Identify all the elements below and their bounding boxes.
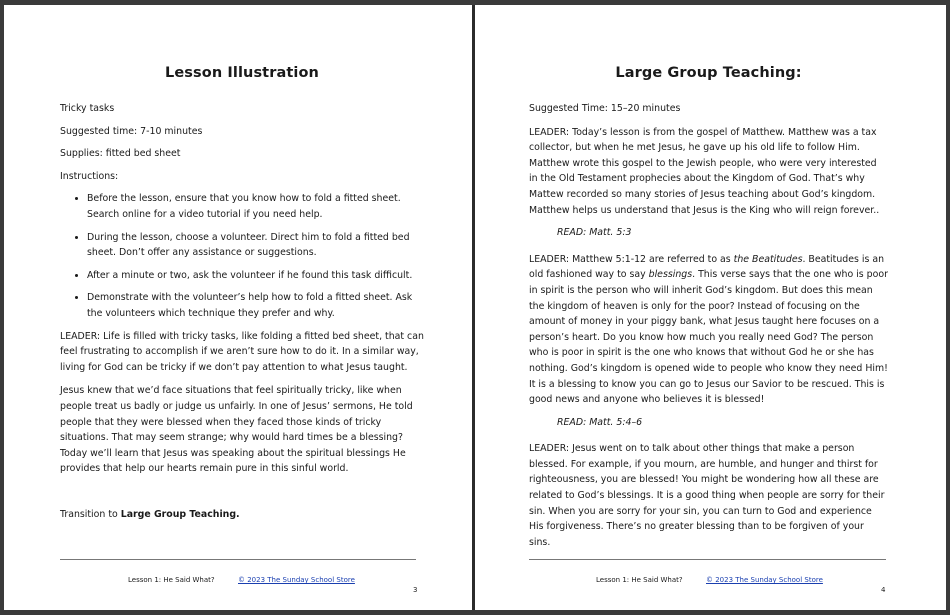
footer-copyright-link[interactable]: © 2023 The Sunday School Store (706, 576, 823, 584)
right-page (475, 5, 946, 610)
beatitudes-paragraph (529, 252, 888, 408)
page-number: 4 (881, 586, 886, 594)
footer-divider (60, 559, 416, 560)
right-page-content (475, 5, 946, 557)
text-run-italic: blessings (648, 269, 693, 281)
illustration-subtitle: Tricky tasks (60, 103, 115, 114)
suggested-time: Suggested Time: 15–20 minutes (529, 103, 681, 114)
instruction-item: • After a minute or two, ask the volunteer if he found this task difficult. (87, 268, 424, 284)
footer-lesson-title: Lesson 1: He Said What? (128, 576, 215, 584)
jesus-paragraph: Jesus knew that we’d face situations that feel spiritually tricky, like when people treat us badly or judge us unfairly. In one of Jesus’ sermons, He told people that they were blessed when they faced those kinds of tricky situations. That may seem strange; why would hard times be a blessing? Today we’ll learn that Jesus was speaking about the spiritual blessings He provides that help our hearts remain pure in this sinful world. (60, 385, 413, 475)
page-number: 3 (413, 586, 418, 594)
left-page-content (4, 5, 472, 529)
scripture-reading: READ: Matt. 5:4–6 (557, 416, 643, 428)
transition-target: Large Group Teaching. (120, 508, 240, 520)
suggested-time: Suggested time: 7-10 minutes (60, 125, 203, 137)
footer-copyright-link[interactable]: © 2023 The Sunday School Store (238, 576, 355, 584)
footer-divider (529, 559, 886, 560)
text-run: . Beatitudes is an old fashioned way to say (529, 253, 885, 281)
instructions-list (60, 191, 424, 321)
text-run-italic: the Beatitudes (733, 253, 803, 265)
footer-lesson-title: Lesson 1: He Said What? (596, 576, 683, 584)
text-run: LEADER: Matthew 5:1-12 are referred to as (529, 253, 734, 265)
instructions-label: Instructions: (60, 170, 119, 182)
instruction-item: • During the lesson, choose a volunteer. Direct him to fold a fitted bed sheet. Don’t offer any assistance or suggestions. (87, 230, 424, 261)
page-title: Lesson Illustration (165, 65, 319, 81)
instruction-item: • Before the lesson, ensure that you know how to fold a fitted sheet. Search online for a video tutorial if you need help. (87, 191, 424, 222)
leader-paragraph: LEADER: Jesus went on to talk about other things that make a person blessed. For example, if you mourn, are humble, and hunger and thirst for righteousness, you are blessed! You might be wondering how all these are related to God’s blessings. It is a good thing when people are sorry for their sin. When you are sorry for your sin, you can turn to God and experience His forgiveness. There’s no greater blessing than to be forgiven of your sins. (529, 443, 885, 548)
leader-paragraph: LEADER: Today’s lesson is from the gospel of Matthew. Matthew was a tax collector, but when he met Jesus, he gave up his old life to follow Him. Matthew wrote this gospel to the Jewish people, who were very interested in the Old Testament prophecies about the Kingdom of God. That’s why Mattew recorded so many stories of Jesus teaching about God’s kingdom. Matthew helps us understand that Jesus is the King who will reign forever.. (529, 126, 880, 216)
scripture-reading: READ: Matt. 5:3 (557, 227, 632, 239)
left-page (4, 5, 472, 610)
page-title: Large Group Teaching: (615, 65, 802, 81)
transition-prefix: Transition to (60, 508, 121, 520)
instruction-item: • Demonstrate with the volunteer’s help how to fold a fitted sheet. Ask the volunteers which technique they prefer and why. (87, 290, 424, 321)
leader-paragraph: LEADER: Life is filled with tricky tasks, like folding a fitted bed sheet, that can feel frustrating to accomplish if we aren’t sure how to do it. In a similar way, living for God can be tricky if we don’t pay attention to what Jesus taught. (60, 330, 424, 373)
transition-line (60, 507, 424, 523)
text-run: . This verse says that the one who is poor in spirit is the person who will inherit God’s kingdom. But does this mean the kingdom of heaven is only for the poor? Instead of focusing on the amount of money in your piggy bank, what Jesus taught here focuses on a person’s heart. Do you know how much you really need God? The person who is poor in spirit is the one who knows that without God he or she has nothing. God’s kingdom is opened wide to people who know they need Him! It is a blessing to know you can go to Jesus our Savior to be rescued. This is good news and anyone who believes it is blessed! (529, 269, 888, 406)
supplies: Supplies: fitted bed sheet (60, 148, 181, 160)
